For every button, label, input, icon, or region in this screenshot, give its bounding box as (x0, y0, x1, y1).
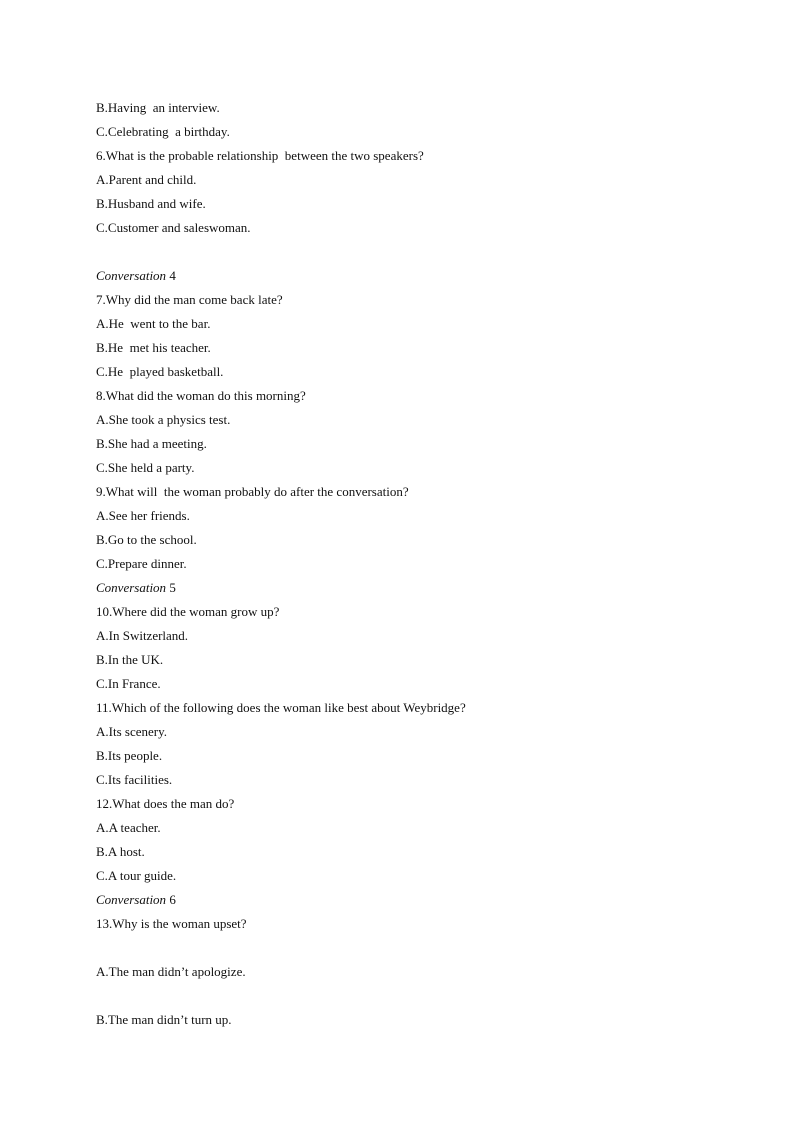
question-11-option-c: C.Its facilities. (96, 772, 173, 787)
section-spacer (96, 242, 736, 266)
conversation-number: 5 (169, 580, 176, 595)
conversation-4-heading (96, 266, 736, 290)
question-13-option-a: A.The man didn’t apologize. (96, 964, 246, 979)
question-13: 13.Why is the woman upset? (96, 916, 247, 931)
question-5-option-c: C.Celebrating a birthday. (96, 124, 230, 139)
question-6-option-b: B.Husband and wife. (96, 196, 206, 211)
question-11: 11.Which of the following does the woman like best about Weybridge? (96, 700, 466, 715)
question-12-option-a: A.A teacher. (96, 820, 161, 835)
question-6-option-c: C.Customer and saleswoman. (96, 220, 251, 235)
conversation-5-heading (96, 578, 736, 602)
question-12-option-c: C.A tour guide. (96, 868, 177, 883)
question-12-option-b: B.A host. (96, 844, 145, 859)
question-8: 8.What did the woman do this morning? (96, 388, 306, 403)
conversation-label: Conversation (96, 892, 167, 907)
conversation-number: 4 (169, 268, 176, 283)
question-8-option-a: A.She took a physics test. (96, 412, 231, 427)
conversation-6-heading (96, 890, 736, 914)
question-12: 12.What does the man do? (96, 796, 235, 811)
line-spacer (96, 986, 736, 1010)
question-9: 9.What will the woman probably do after the conversation? (96, 484, 409, 499)
question-6: 6.What is the probable relationship between the two speakers? (96, 148, 424, 163)
question-10: 10.Where did the woman grow up? (96, 604, 280, 619)
question-7-option-a: A.He went to the bar. (96, 316, 211, 331)
question-13-option-b: B.The man didn’t turn up. (96, 1012, 232, 1027)
question-7-option-c: C.He played basketball. (96, 364, 224, 379)
conversation-number: 6 (169, 892, 176, 907)
document-page (96, 98, 736, 1034)
question-7-option-b: B.He met his teacher. (96, 340, 211, 355)
question-7: 7.Why did the man come back late? (96, 292, 283, 307)
question-11-option-b: B.Its people. (96, 748, 163, 763)
question-8-option-b: B.She had a meeting. (96, 436, 207, 451)
question-11-option-a: A.Its scenery. (96, 724, 167, 739)
question-10-option-b: B.In the UK. (96, 652, 164, 667)
conversation-label: Conversation (96, 580, 167, 595)
question-9-option-b: B.Go to the school. (96, 532, 197, 547)
question-9-option-c: C.Prepare dinner. (96, 556, 187, 571)
question-10-option-a: A.In Switzerland. (96, 628, 189, 643)
question-6-option-a: A.Parent and child. (96, 172, 197, 187)
question-8-option-c: C.She held a party. (96, 460, 195, 475)
conversation-label: Conversation (96, 268, 167, 283)
question-5-option-b: B.Having an interview. (96, 100, 220, 115)
question-10-option-c: C.In France. (96, 676, 161, 691)
question-9-option-a: A.See her friends. (96, 508, 190, 523)
line-spacer (96, 938, 736, 962)
